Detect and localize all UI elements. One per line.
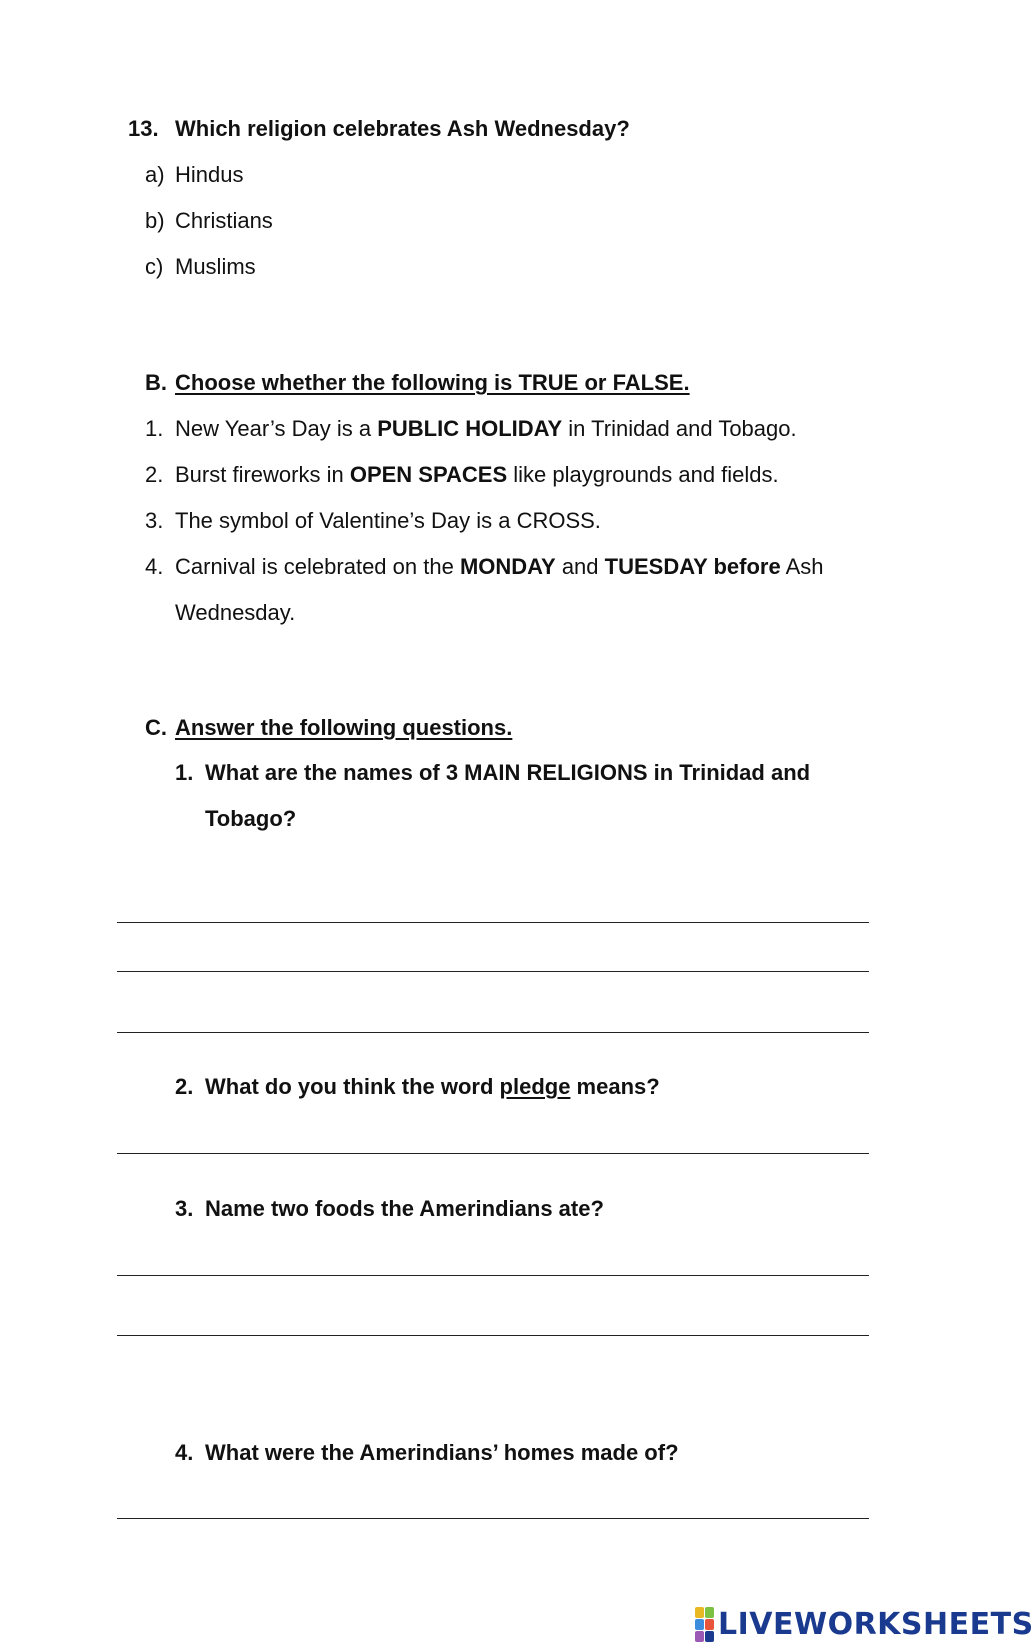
section-b-letter: B. <box>145 370 167 395</box>
b-item-4-continuation: Wednesday. <box>175 600 296 625</box>
c-q1-answer-line-1[interactable] <box>117 922 869 923</box>
b-item-3-number: 3. <box>145 508 164 533</box>
section-c-heading: Answer the following questions. <box>175 715 513 740</box>
b-item-4-number: 4. <box>145 554 164 579</box>
q13-question: Which religion celebrates Ash Wednesday? <box>175 116 630 141</box>
b-item-3: The symbol of Valentine’s Day is a CROSS. <box>175 508 601 533</box>
q13-option-b[interactable]: Christians <box>175 208 273 233</box>
c-q3-answer-line-1[interactable] <box>117 1275 869 1276</box>
c-q4-question: What were the Amerindians’ homes made of? <box>205 1440 679 1465</box>
liveworksheets-logo-text: LIVEWORKSHEETS <box>718 1606 1034 1642</box>
c-q1-line1: What are the names of 3 MAIN RELIGIONS in Trinidad and <box>205 760 811 785</box>
c-q1-answer-line-2[interactable] <box>117 971 869 972</box>
c-q4-answer-line[interactable] <box>117 1518 869 1519</box>
c-q3-answer-line-2[interactable] <box>117 1335 869 1336</box>
c-q2-keyword: pledge <box>499 1074 571 1099</box>
c-q3-question: Name two foods the Amerindians ate? <box>205 1196 604 1221</box>
c-q2-answer-line[interactable] <box>117 1153 869 1154</box>
b-item-2-number: 2. <box>145 462 164 487</box>
liveworksheets-logo-icon <box>695 1607 714 1642</box>
c-q1-answer-line-3[interactable] <box>117 1032 869 1033</box>
section-b-heading: Choose whether the following is TRUE or FALSE. <box>175 370 690 395</box>
q13-option-b-letter: b) <box>145 208 165 233</box>
liveworksheets-logo <box>695 1606 1034 1642</box>
b-item-2: Burst fireworks in OPEN SPACES like playgrounds and fields. <box>175 462 779 487</box>
b-item-1: New Year’s Day is a PUBLIC HOLIDAY in Trinidad and Tobago. <box>175 416 797 441</box>
c-q2-question: What do you think the word pledge means? <box>205 1074 660 1099</box>
c-q2-number: 2. <box>175 1074 194 1099</box>
c-q1-number: 1. <box>175 760 194 785</box>
c-q3-number: 3. <box>175 1196 194 1221</box>
q13-option-c[interactable]: Muslims <box>175 254 256 279</box>
c-q4-number: 4. <box>175 1440 194 1465</box>
q13-option-a[interactable]: Hindus <box>175 162 244 187</box>
section-c-letter: C. <box>145 715 167 740</box>
b-item-4: Carnival is celebrated on the MONDAY and TUESDAY before Ash <box>175 554 824 579</box>
q13-option-c-letter: c) <box>145 254 164 279</box>
q13-option-a-letter: a) <box>145 162 165 187</box>
q13-number: 13. <box>128 116 159 141</box>
b-item-1-number: 1. <box>145 416 164 441</box>
c-q1-line2: Tobago? <box>205 806 297 831</box>
